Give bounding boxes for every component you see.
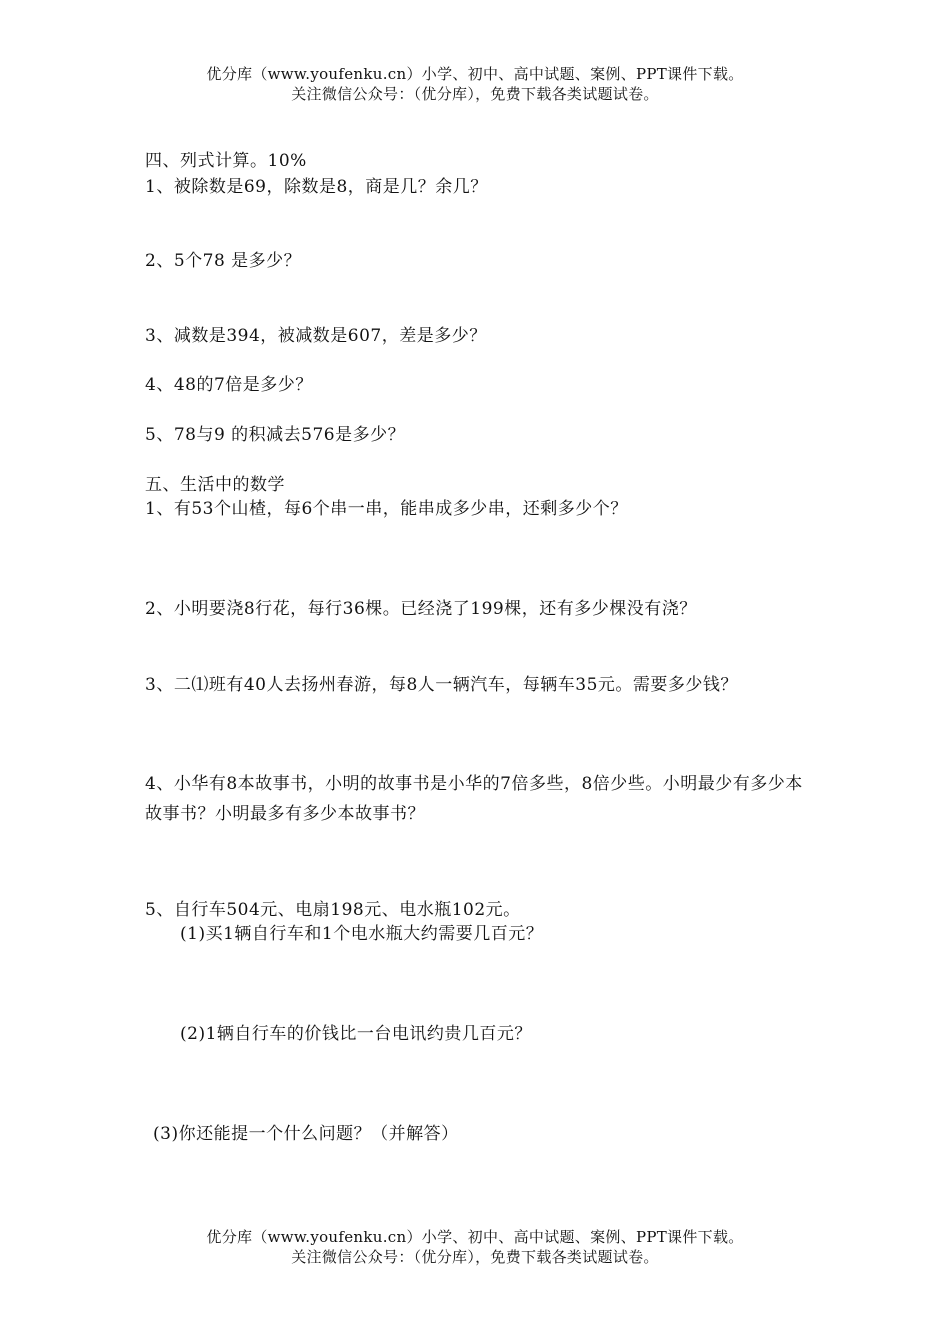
sub-question-2: (2)1辆自行车的价钱比一台电讯约贵几百元？ <box>180 1024 532 1044</box>
section-4-question-3: 3、减数是394，被减数是607，差是多少？ <box>145 326 487 346</box>
page-footer <box>0 1227 950 1267</box>
section-4-title: 四、列式计算。10% <box>145 151 307 171</box>
page-header <box>0 64 950 104</box>
section-5-question-1: 1、有53个山楂，每6个串一串，能串成多少串，还剩多少个？ <box>145 499 628 519</box>
section-4-question-5: 5、78与9 的积减去576是多少？ <box>145 425 406 445</box>
footer-line-1: 优分库（www.youfenku.cn）小学、初中、高中试题、案例、PPT课件下载。 <box>206 1228 744 1246</box>
footer-line-2: 关注微信公众号：（优分库），免费下载各类试题试卷。 <box>291 1248 659 1266</box>
header-line-2: 关注微信公众号：（优分库），免费下载各类试题试卷。 <box>291 85 659 103</box>
sub-question-3: (3)你还能提一个什么问题？（并解答） <box>153 1124 459 1144</box>
section-5-question-4: 4、小华有8本故事书，小明的故事书是小华的7倍多些，8倍少些。小明最少有多少本故事书？小明最多有多少本故事书？ <box>145 774 803 824</box>
section-4-question-2: 2、5个78 是多少？ <box>145 251 302 271</box>
section-4-question-1: 1、被除数是69，除数是8，商是几？余几？ <box>145 177 488 197</box>
section-5-title: 五、生活中的数学 <box>145 475 285 495</box>
section-4-question-4: 4、48的7倍是多少？ <box>145 375 313 395</box>
sub-question-1: (1)买1辆自行车和1个电水瓶大约需要几百元？ <box>180 924 544 944</box>
section-5-question-5: 5、自行车504元、电扇198元、电水瓶102元。 <box>145 900 521 920</box>
section-5-question-3: 3、二⑴班有40人去扬州春游，每8人一辆汽车，每辆车35元。需要多少钱？ <box>145 675 738 695</box>
section-5-question-2: 2、小明要浇8行花，每行36棵。已经浇了199棵，还有多少棵没有浇？ <box>145 599 697 619</box>
header-line-1: 优分库（www.youfenku.cn）小学、初中、高中试题、案例、PPT课件下载。 <box>206 65 744 83</box>
